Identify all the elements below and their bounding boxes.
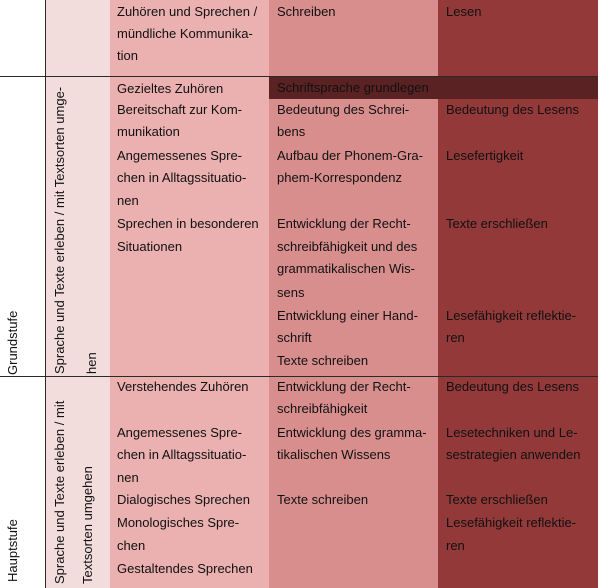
grundstufe-d-line: schrift [277, 330, 312, 345]
highlight-text: Schriftsprache grundlegen [277, 80, 429, 95]
hauptstufe-e-line: Lesefähigkeit reflektie- [446, 515, 577, 530]
header-col-e: Lesen [446, 4, 482, 19]
grundstufe-e-line: Lesefähigkeit reflektie- [446, 308, 577, 323]
grundstufe-c-line: nen [117, 193, 139, 208]
grundstufe-c-line: Angemessenes Spre- [117, 148, 243, 163]
grundstufe-label: Grundstufe [5, 310, 20, 375]
grundstufe-d-line: phem-Korrespondenz [277, 170, 403, 185]
hauptstufe-c-line: Dialogisches Sprechen [117, 492, 250, 507]
grundstufe-area-label-1: Sprache und Texte erleben / mit Textsorten umge- [52, 86, 67, 374]
header-col-c-line: mündliche Kommunika- [117, 26, 253, 41]
grundstufe-e-line: ren [446, 330, 465, 345]
grundstufe-c-line: Situationen [117, 239, 183, 254]
grundstufe-d-line: Bedeutung des Schrei- [277, 102, 410, 117]
hauptstufe-c-line: Gestaltendes Sprechen [117, 561, 253, 576]
grundstufe-d-line: schreibfähigkeit und des [277, 239, 418, 254]
hauptstufe-c-line: chen in Alltagssituatio- [117, 447, 247, 462]
grundstufe-e-line: Lesefertigkeit [446, 148, 524, 163]
hauptstufe-c-line: Angemessenes Spre- [117, 425, 243, 440]
grundstufe-d-line: Entwicklung einer Hand- [277, 308, 418, 323]
header-col-c-line: tion [117, 48, 138, 63]
grundstufe-d-line: bens [277, 124, 306, 139]
hauptstufe-d-line: tikalischen Wissens [277, 447, 391, 462]
hauptstufe-e-line: Texte erschließen [446, 492, 548, 507]
grundstufe-e-line: Bedeutung des Lesens [446, 102, 579, 117]
hauptstufe-c-line: nen [117, 470, 139, 485]
grundstufe-c-line: Sprechen in besonderen [117, 216, 259, 231]
header-col-c-line: Zuhören und Sprechen / [117, 4, 258, 19]
hauptstufe-d-line: Entwicklung des gramma- [277, 425, 427, 440]
hauptstufe-d-line: schreibfähigkeit [277, 401, 368, 416]
hauptstufe-d-line: Texte schreiben [277, 492, 369, 507]
hauptstufe-d-line: Entwicklung der Recht- [277, 379, 411, 394]
hauptstufe-label: Hauptstufe [5, 519, 20, 582]
grundstufe-c-line: Gezieltes Zuhören [117, 81, 224, 96]
grundstufe-e-line: Texte erschließen [446, 216, 548, 231]
hauptstufe-area-label-2: Textsorten umgehen [80, 466, 95, 584]
grundstufe-c-line: munikation [117, 124, 180, 139]
hauptstufe-e-line: Bedeutung des Lesens [446, 379, 579, 394]
column-stage-label [0, 0, 45, 588]
hauptstufe-e-line: ren [446, 538, 465, 553]
grundstufe-d-line: sens [277, 285, 305, 300]
hauptstufe-area-label-1: Sprache und Texte erleben / mit [52, 400, 67, 584]
hauptstufe-c-line: Verstehendes Zuhören [117, 379, 249, 394]
grundstufe-d-line: Entwicklung der Recht- [277, 216, 411, 231]
grundstufe-d-line: Texte schreiben [277, 353, 369, 368]
grundstufe-c-line: chen in Alltagssituatio- [117, 170, 247, 185]
grundstufe-d-line: grammatikalischen Wis- [277, 261, 415, 276]
hauptstufe-e-line: Lesetechniken und Le- [446, 425, 578, 440]
header-col-d: Schreiben [277, 4, 336, 19]
grundstufe-area-label-2: hen [84, 352, 99, 374]
grundstufe-d-line: Aufbau der Phonem-Gra- [277, 148, 423, 163]
grundstufe-c-line: Bereitschaft zur Kom- [117, 102, 242, 117]
hauptstufe-c-line: chen [117, 538, 146, 553]
hauptstufe-e-line: sestrategien anwenden [446, 447, 581, 462]
hauptstufe-c-line: Monologisches Spre- [117, 515, 240, 530]
